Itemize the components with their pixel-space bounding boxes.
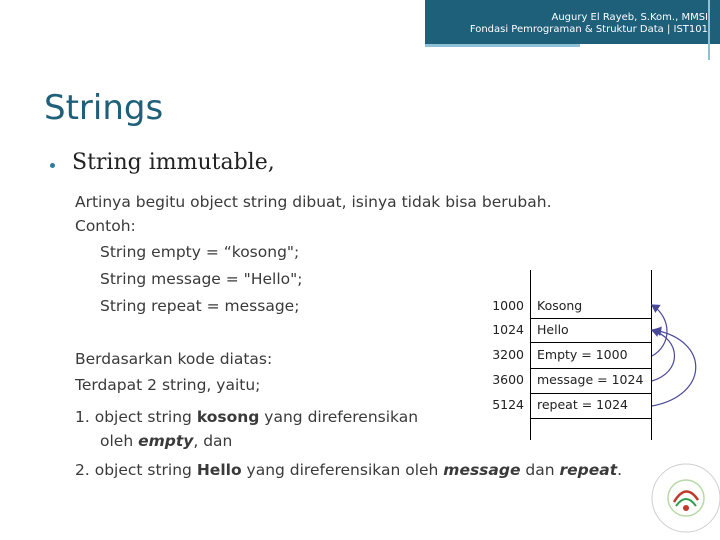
header-course: Fondasi Pemrograman & Struktur Data | IST101 (469, 24, 708, 35)
university-logo (650, 462, 720, 534)
memory-cell: Kosong (537, 298, 583, 313)
slide-title: Strings (44, 88, 164, 128)
bullet-heading: String immutable, (72, 150, 275, 175)
memory-address: 1000 (492, 298, 524, 313)
memory-cell: Empty = 1000 (537, 347, 628, 362)
explanation-item-2: 2. object string Hello yang direferensikan oleh message dan repeat. (75, 461, 623, 479)
memory-address: 5124 (492, 397, 524, 412)
memory-address: 3200 (492, 347, 524, 362)
explanation-line-2: Terdapat 2 string, yaitu; (75, 376, 261, 394)
arrow-repeat-to-hello (652, 330, 696, 406)
arrow-message-to-hello (652, 330, 675, 381)
memory-address: 3600 (492, 372, 524, 387)
memory-cell: repeat = 1024 (537, 397, 628, 412)
code-line-2: String message = "Hello"; (100, 270, 303, 288)
explanation-item-1-cont: oleh empty, dan (100, 432, 233, 450)
meaning-text: Artinya begitu object string dibuat, isinya tidak bisa berubah. (75, 193, 552, 211)
explanation-line-1: Berdasarkan kode diatas: (75, 350, 273, 368)
memory-cell: Hello (537, 322, 569, 337)
header-author: Augury El Rayeb, S.Kom., MMSI (551, 12, 708, 23)
explanation-item-1: 1. object string kosong yang direferensikan (75, 408, 419, 426)
example-label: Contoh: (75, 217, 136, 235)
memory-address: 1024 (492, 322, 524, 337)
code-line-3: String repeat = message; (100, 297, 300, 315)
code-line-1: String empty = “kosong"; (100, 243, 300, 261)
memory-cell: message = 1024 (537, 372, 644, 387)
